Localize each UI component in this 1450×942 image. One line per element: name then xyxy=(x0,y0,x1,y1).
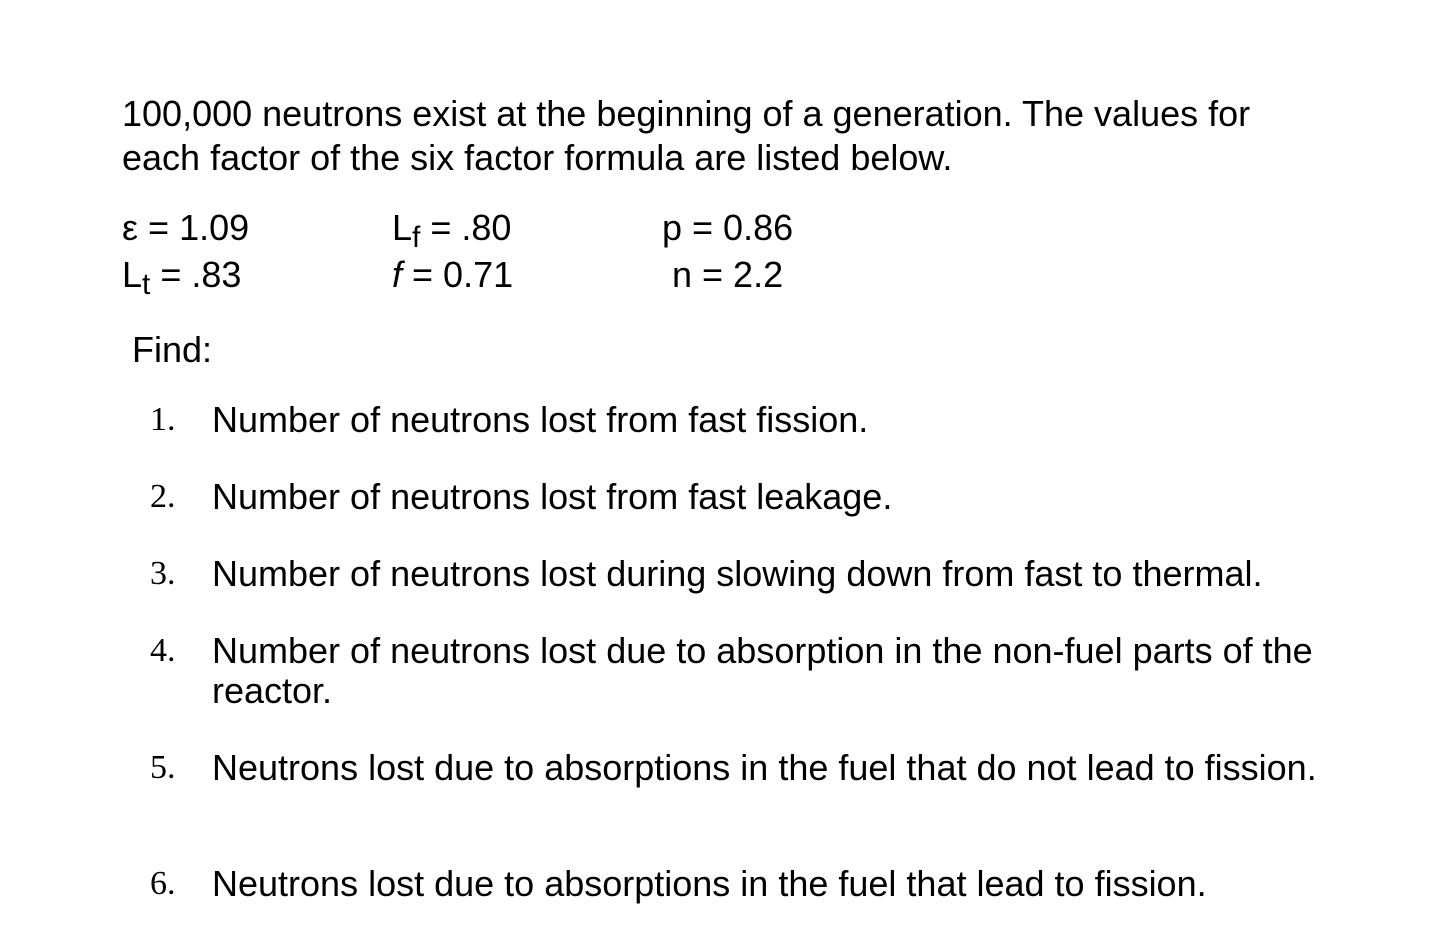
factor-f-value: = 0.71 xyxy=(402,254,514,295)
factor-n: n = 2.2 xyxy=(672,254,784,295)
factor-lt-value: = .83 xyxy=(150,254,242,295)
list-item-number: 6. xyxy=(150,865,176,902)
list-item-text: Number of neutrons lost during slowing down from fast to thermal. xyxy=(212,553,1263,594)
factor-f-symbol: f xyxy=(392,254,403,295)
factor-lt-symbol: L xyxy=(122,254,143,295)
factor-f xyxy=(392,255,513,295)
list-item-text: Neutrons lost due to absorptions in the fuel that lead to fission. xyxy=(212,863,1207,904)
list-item-number: 1. xyxy=(150,401,176,438)
list-item-text: Number of neutrons lost from fast leakage. xyxy=(212,476,893,517)
list-item-number: 5. xyxy=(150,749,176,786)
factor-lf xyxy=(392,207,512,254)
list-item-text: Number of neutrons lost from fast fission. xyxy=(212,399,869,440)
factor-lf-subscript: f xyxy=(412,221,421,254)
list-item-number: 4. xyxy=(150,632,176,669)
factor-lt xyxy=(122,254,242,301)
find-heading: Find: xyxy=(132,329,213,370)
factor-lt-subscript: t xyxy=(142,268,151,301)
list-item-number: 3. xyxy=(150,555,176,592)
list-item-number: 2. xyxy=(150,478,176,515)
factor-epsilon: ε = 1.09 xyxy=(122,207,250,248)
factor-p: p = 0.86 xyxy=(662,207,794,248)
intro-paragraph: 100,000 neutrons exist at the beginning of a generation. The values for each factor of the six factor formula are listed below. xyxy=(122,93,1251,178)
list-item-text: Neutrons lost due to absorptions in the fuel that do not lead to fission. xyxy=(212,747,1317,788)
factor-lf-value: = .80 xyxy=(420,207,512,248)
list-item-text: Number of neutrons lost due to absorption in the non-fuel parts of the reactor. xyxy=(212,630,1313,711)
factor-lf-symbol: L xyxy=(392,207,413,248)
